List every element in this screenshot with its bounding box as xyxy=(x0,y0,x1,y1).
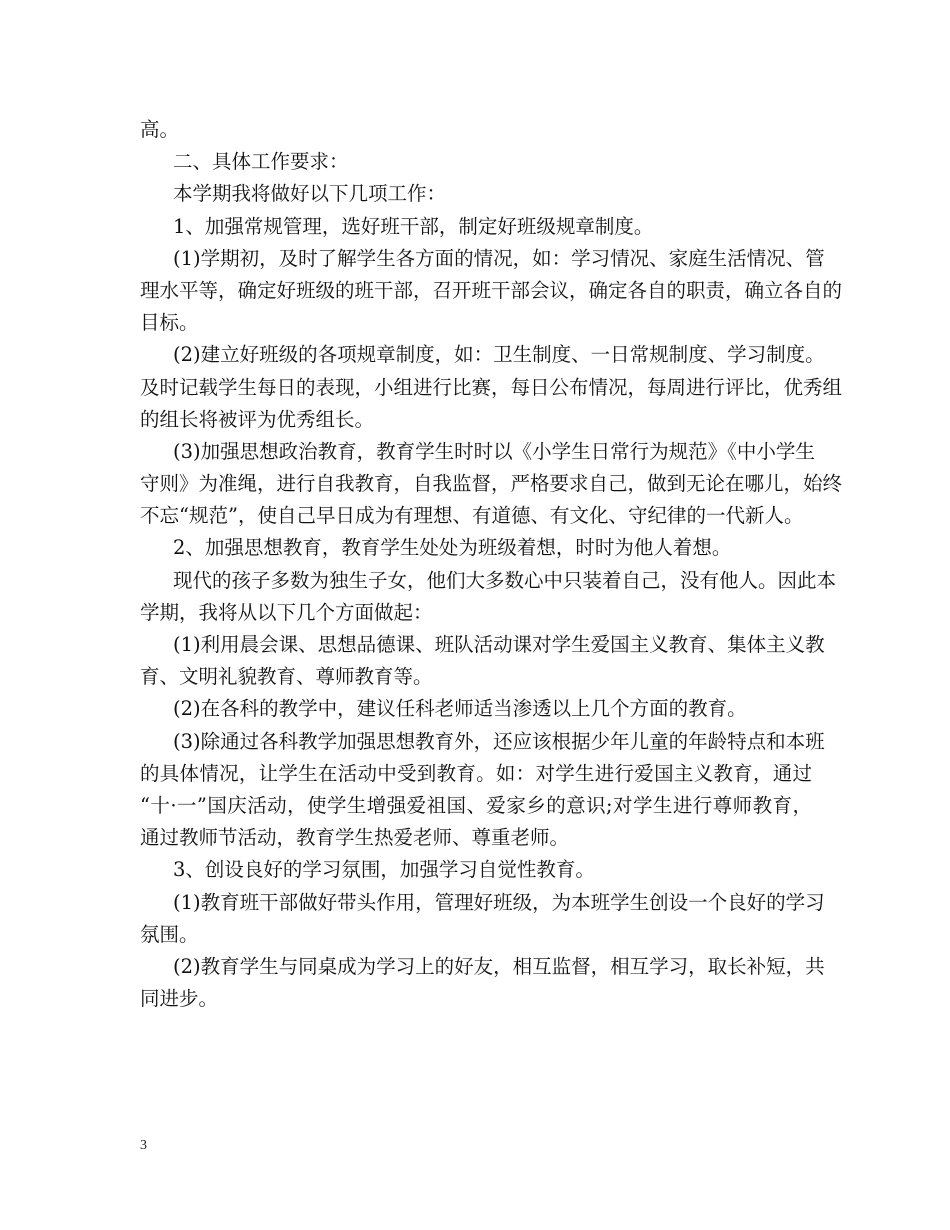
text-line: 同进步。 xyxy=(140,987,219,1011)
text-line: 3、创设良好的学习氛围，加强学习自觉性教育。 xyxy=(173,858,595,882)
text-line: 理水平等，确定好班级的班干部，召开班干部会议，确定各自的职责，确立各自的 xyxy=(140,278,843,302)
text-line: 二、具体工作要求： xyxy=(173,150,349,174)
text-line: 氛围。 xyxy=(140,922,199,946)
text-line: 及时记载学生每日的表现，小组进行比赛，每日公布情况，每周进行评比，优秀组 xyxy=(140,375,843,399)
text-line: 的组长将被评为优秀组长。 xyxy=(140,407,375,431)
text-line: (1)学期初，及时了解学生各方面的情况，如：学习情况、家庭生活情况、管 xyxy=(173,246,825,270)
text-line: 通过教师节活动，教育学生热爱老师、尊重老师。 xyxy=(140,826,570,850)
text-line: (3)除通过各科教学加强思想教育外，还应该根据少年儿童的年龄特点和本班 xyxy=(173,729,825,753)
text-line: 的具体情况，让学生在活动中受到教育。如：对学生进行爱国主义教育，通过 xyxy=(140,761,812,785)
text-line: 学期，我将从以下几个方面做起： xyxy=(140,600,433,624)
text-line: 本学期我将做好以下几项工作： xyxy=(173,182,447,206)
page-number: 3 xyxy=(140,1138,147,1153)
text-line: 育、文明礼貌教育、尊师教育等。 xyxy=(140,665,433,689)
text-line: 高。 xyxy=(140,118,180,141)
text-line: (2)教育学生与同桌成为学习上的好友，相互监督，相互学习，取长补短，共 xyxy=(173,954,825,978)
text-line: 现代的孩子多数为独生子女，他们大多数心中只装着自己，没有他人。因此本 xyxy=(173,568,837,592)
text-line: 2、加强思想教育，教育学生处处为班级着想，时时为他人着想。 xyxy=(173,536,732,560)
text-line: 目标。 xyxy=(140,311,199,335)
text-line: (2)建立好班级的各项规章制度，如：卫生制度、一日常规制度、学习制度。 xyxy=(173,343,825,367)
document-body xyxy=(140,114,843,1015)
text-line: (1)教育班干部做好带头作用，管理好班级，为本班学生创设一个良好的学习 xyxy=(173,890,825,914)
text-line: 守则》为准绳，进行自我教育，自我监督，严格要求自己，做到无论在哪儿，始终 xyxy=(140,472,843,496)
text-line: 不忘“规范”，使自己早日成为有理想、有道德、有文化、守纪律的一代新人。 xyxy=(140,504,804,528)
text-line: “十·一”国庆活动，使学生增强爱祖国、爱家乡的意识;对学生进行尊师教育， xyxy=(140,793,812,817)
text-line: (3)加强思想政治教育，教育学生时时以《小学生日常行为规范》《中小学生 xyxy=(173,439,815,463)
text-line: (2)在各科的教学中，建议任科老师适当渗透以上几个方面的教育。 xyxy=(173,697,747,721)
text-line: (1)利用晨会课、思想品德课、班队活动课对学生爱国主义教育、集体主义教 xyxy=(173,633,825,656)
text-line: 1、加强常规管理，选好班干部，制定好班级规章制度。 xyxy=(173,214,654,238)
